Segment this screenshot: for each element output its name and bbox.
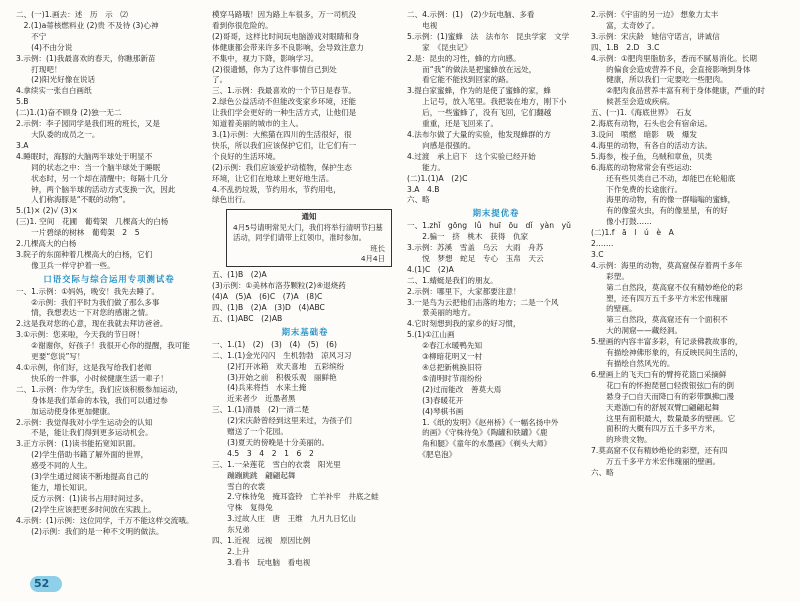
- answer-line: 3.A 4.B: [407, 184, 440, 194]
- col4-section-six: 六、略: [591, 468, 614, 478]
- answer-line: 一、1.zhǐ gōng lǚ huī ōu dǐ yàn yǔ: [407, 221, 571, 231]
- answer-line: 2.上升: [212, 547, 250, 556]
- answer-line: 花□有的怀抱琵琶□轻拨银弦□有的倒: [591, 380, 735, 390]
- page-number-badge: [30, 576, 70, 594]
- answer-line: 2.示例：李子园同学是我们班的班长，又是: [16, 119, 160, 129]
- answer-line: 家 《昆虫记》: [407, 42, 472, 52]
- answer-line: 4.示例：(1)示例：这位同学，千万不能这样交流哦。: [16, 515, 194, 525]
- answer-line: 3.看书 玩电脑 看电视: [212, 557, 311, 567]
- answer-line: (2)学生借助书籍了解外面的世界，: [16, 450, 149, 460]
- answer-line: (2)阳光好像在说话: [16, 75, 96, 85]
- answer-line: 钟，两个脑半球的活动方式变换一次，因此: [16, 184, 176, 194]
- answer-line: 4.拿续实一张自白画纸: [16, 86, 92, 96]
- answer-line: 不宁: [16, 31, 47, 41]
- answer-line: 四、(1)B (2)A (3)D (4)ABC: [212, 303, 325, 313]
- answer-line: 3.示例：苏溪 雪盖 乌云 大雨 舟苏: [407, 243, 544, 253]
- answer-line: 2.绿色公益活动不但能改变家乡环境，还能: [212, 97, 356, 107]
- answer-line: (二)1.(1)奋不顾身 (2)独一无二: [16, 108, 122, 118]
- col2-answers: [212, 10, 398, 206]
- page-number: 52: [34, 577, 50, 590]
- answer-line: 2.骗一 挤 桃木 获得 仇家: [407, 232, 529, 242]
- answer-line: (三)1. 空间 花圃 葡萄架 几棵高大的白杨: [16, 217, 169, 227]
- answer-line: 环境，让它们在地球上更好地生活。: [212, 173, 334, 183]
- answer-line: 4.(1)C (2)A: [407, 264, 454, 274]
- answer-line: 4.过渡 承上启下 这个实验已经开始: [407, 151, 536, 161]
- answer-line: 第三自然段，莫高窟还有一个面积不: [591, 315, 728, 325]
- answer-line: 海里的动物，有的像一群嗡嗡的蜜蜂，: [591, 195, 736, 205]
- answer-line: 让我们学会更好的一种生活方式，让他们是: [212, 108, 357, 118]
- answer-line: 二、4.示例：(1) (2)少玩电脑、多看: [407, 10, 535, 19]
- answer-line: 第二自然段，莫高窟不仅有精妙绝伦的彩: [591, 282, 743, 292]
- answer-line: 不集中，视力下降，影响学习。: [212, 53, 319, 63]
- section-title-oral-communication: 口语交际与综合运用专项测试卷: [43, 273, 175, 284]
- answer-line: 景美丽的地方。: [407, 308, 476, 318]
- answer-line: 3.正方示例：(1)读书能拓宽知识面。: [16, 439, 141, 449]
- answer-line: 2.示例：我觉得我对小学生运动会的认知: [16, 417, 153, 427]
- answer-line: 近来者少 近墨者黑: [212, 394, 296, 404]
- answer-line: 有描绘神佛形象的，有反映民间生活的，: [591, 348, 743, 358]
- answer-line: 5.(1)①江山画: [407, 330, 455, 340]
- answer-line: 塑，还有四万五千多平方米宏伟瑰丽: [591, 293, 728, 303]
- answer-line: 3.(1)示例：大熊猫在四川的生活很好，很: [212, 129, 352, 139]
- answer-line: 感受不同的人生。: [16, 461, 92, 471]
- answer-line: 二、1.蜻蜓是我们的朋友。: [407, 275, 498, 285]
- answer-line: 4.示例：①肥肉里脂肪多，香而不腻易消化。长期: [591, 53, 757, 63]
- answer-line: 4.它时刻想到我的家乡的好习惯，: [407, 319, 521, 329]
- notice-sign: 班长: [370, 243, 385, 253]
- answer-line: 有描绘自然风光的。: [591, 359, 675, 368]
- answer-line: (4)琴棋书画: [407, 406, 464, 416]
- answer-line: ③柳暗花明又一村: [407, 352, 483, 362]
- answer-line: 人们称海豚是“不眠的动物”。: [16, 195, 131, 205]
- col1-oral-answers: [16, 287, 202, 538]
- answer-line: 五、(一)1.《海底世界》 石友: [591, 108, 692, 118]
- answer-line: 快乐的一件事，小时候健康生活一辈子！: [16, 373, 168, 383]
- answer-line: 更要“您说”写！: [16, 352, 85, 362]
- answer-line: 悦 梦想 蛇足 专心 玉帛 天云: [407, 253, 544, 263]
- answer-line: 候甚至会造成疾病。: [591, 97, 675, 107]
- answer-line: 《肥皂泡》: [407, 450, 457, 460]
- answer-line: 面积的大概有四万五千多平方米，: [591, 424, 721, 434]
- answer-line: 5.海参，梭子鱼，乌贼和章鱼，贝类: [591, 151, 713, 161]
- answer-line: ④总把新桃换旧符: [407, 363, 483, 372]
- answer-line: 3.一是鸟为云把他们击落的地方；二是一个风: [407, 297, 559, 307]
- answer-line: 2.几棵高大的白杨: [16, 239, 77, 249]
- answer-line: 3.示例：(1)我最喜欢的春天，你瞧那新苗: [16, 53, 156, 63]
- answer-line: (3)春暖花开: [407, 395, 464, 405]
- answer-line: 反方示例：(1)读书占用时间过多。: [16, 493, 149, 503]
- answer-line: 3.院子的东面种着几棵高大的白杨，它们: [16, 249, 153, 259]
- answer-line: 还有些贝类自己不动，却能巴在轮船底: [591, 173, 736, 183]
- answer-line: 万五千多平方米宏伟瑰丽的壁画。: [591, 457, 721, 467]
- answer-line: 雪白的衣裳: [212, 481, 266, 491]
- answer-line: 后，一些蜜蜂了，没有飞回，它们翻越: [407, 108, 552, 118]
- section-title-final-basic: 期末基础卷: [281, 326, 329, 337]
- answer-line: 3.C: [591, 249, 604, 259]
- answer-line: 6.壁画上的飞天□有的臂挎花篮□采摘鲜: [591, 369, 727, 379]
- notice-title: 通知: [301, 212, 317, 222]
- answer-line: 四、1.近视 远视 原因比例: [212, 536, 311, 546]
- answer-line: (4)兵来将挡 水来土掩: [212, 383, 307, 393]
- answer-line: 的画》《守株待兔》《陶罐和铁罐》《鹿: [407, 428, 548, 438]
- answer-line: 加运动使身体更加健康。: [16, 406, 115, 416]
- answer-line: 2.(1)a蒂核燃料业 (2)贵 不及待 (3)心神: [16, 20, 159, 30]
- answer-line: 3.示例：宋庆龄 她信守诺言，讲诚信: [591, 31, 720, 41]
- answer-line: (2)过而能改 善莫大焉: [407, 384, 502, 394]
- column-1: [16, 10, 202, 538]
- answer-line: (二)1.(1)A (2)C: [407, 173, 468, 183]
- column-3: [407, 10, 585, 461]
- answer-line: 个良好的生活环境。: [212, 151, 281, 161]
- answer-line: 像小打鼓……: [591, 217, 652, 227]
- answer-line: (3)开始之前 积极乐观 丽鲜艳: [212, 372, 337, 382]
- column-4: [591, 10, 791, 479]
- col4-answers: [591, 10, 791, 468]
- answer-line: 而“我”的做法是把蜜蜂放在远处，: [407, 64, 537, 74]
- answer-line: 1.《纸的发明》《赵州桥》《一幅名扬中外: [407, 417, 559, 427]
- answer-line: 上记号，放入笔里。我把装在地方，刚下小: [407, 97, 567, 107]
- answer-line: 彩塑。: [591, 271, 629, 281]
- answer-line: 大的洞窟——藏经洞。: [591, 326, 683, 336]
- answer-line: 3.提白家蜜蜂，作为的是使了蜜蜂的家，蜂: [407, 86, 551, 96]
- answer-line: 4.①示例，你们好，这是我写给我们老师: [16, 363, 152, 372]
- answer-line: (二)1.f ā l ú è A: [591, 228, 674, 238]
- answer-line: 3.过故人庄 唐 王维 九月九日忆山: [212, 514, 356, 524]
- answer-line: 6.海底的动物常常会有些运动:: [591, 162, 692, 172]
- answer-line: (2)宋庆龄曾经到这里来过，为孩子们: [212, 416, 352, 426]
- answer-line: 守株 复得兔: [212, 503, 273, 513]
- answer-line: (3)学生通过阅读不断地提高自己的: [16, 472, 149, 482]
- answer-line: 模穿马路哦！因为路上车很多，万一司机没: [212, 10, 357, 19]
- answer-line: 5.(1)× (2)√ (3)×: [16, 206, 78, 216]
- answer-line: (2)示例：我们应该爱护动植物，保护生态: [212, 162, 352, 172]
- answer-line: 看它能不能找到回家的路。: [407, 75, 514, 85]
- answer-line: (2)学生应该把更多时间放在实践上。: [16, 504, 156, 514]
- answer-line: 2.……: [591, 239, 614, 249]
- answer-line: 像卫兵一样守护着一些。: [16, 260, 115, 270]
- answer-line: 重重，还是飞回来了。: [407, 119, 499, 129]
- answer-line: 4.海里的动物，有各自的活动方法。: [591, 140, 713, 150]
- answer-line: 2.是：昆虫的习性，蜂的方向感。: [407, 53, 521, 63]
- answer-line: 这里有面积最大，数量最多的壁画。它: [591, 413, 736, 423]
- section-title-final-advanced: 期末提优卷: [472, 208, 520, 219]
- answer-line: 二、1.(1)金光闪闪 生机勃勃 凉风习习: [212, 350, 352, 360]
- answer-line: 3.设问 喷燃 暗影 吸 爆发: [591, 129, 697, 139]
- answer-line: 不是，能让我们得到更多运动机会。: [16, 428, 153, 438]
- answer-line: 下作免费的长途旅行。: [591, 184, 683, 194]
- answer-line: 同的状态之中：当一个脑半球处于睡眠: [16, 162, 161, 172]
- answer-line: 能力，增长知识。: [16, 482, 92, 492]
- answer-line: 体健康都会带来许多不良影响，会导致注意力: [212, 42, 364, 52]
- answer-line: 知道着美丽的城市的主人。: [212, 119, 304, 129]
- answer-line: 向感是很强的。: [407, 140, 476, 150]
- answer-line: 三、1.(1)清晨 (2)一清二楚: [212, 405, 310, 415]
- answer-line: 4.法布尔做了大量的实验，他发现蜂群的方: [407, 129, 551, 139]
- answer-line: 二、1.示例：作为学生，我们应该积极参加运动，: [16, 384, 183, 394]
- answer-line: 富，太奇妙了。: [591, 20, 660, 30]
- answer-line: (2)很遗憾，你为了这件事情自己到处: [212, 64, 337, 74]
- answer-line: 3.A: [16, 140, 29, 150]
- answer-line: 状态时，另一个却在清醒中；每隔十几分: [16, 173, 168, 183]
- answer-line: 五、(1)B (2)A: [212, 270, 267, 280]
- answer-line: 三、1.一朵莲花 雪白的衣裳 阳光里: [212, 459, 341, 469]
- answer-line: 二、(一)1.画去：述 历 示 ⑵: [16, 10, 128, 19]
- answer-line: 4.示例：海里的动物，莫高窟保存着两千多年: [591, 260, 743, 270]
- answer-line: ②春江水暖鸭先知: [407, 341, 483, 351]
- answer-line: (4)A (5)A (6)C (7)A (8)C: [212, 292, 323, 302]
- answer-line: 能力。: [407, 162, 445, 172]
- answer-line: 身体是我们革命的本钱，我们可以通过参: [16, 395, 168, 405]
- answer-line: 2.这是我对您的心意，现在我就去拜访爸爸。: [16, 319, 168, 329]
- col2-final-basic-answers: [212, 340, 398, 569]
- answer-line: 一、1.示例：①妈妈，晚安！我先去睡了。: [16, 286, 160, 296]
- answer-line: 5.示例：(1)蜜蜂 法 法布尔 昆虫学家 文学: [407, 31, 570, 41]
- answer-line: 3.①示例：您来啦，今天我的节日呀！: [16, 330, 144, 340]
- notice-body: 4月5号请明常见大门，我们将举行清明节扫墓活动，同学们请带上红领巾，准时参加。: [233, 222, 383, 243]
- answer-line: 快乐，所以我们应该保护它们，让它们有一: [212, 140, 357, 150]
- answer-line: 蹦蹦跳跳 翩翩起舞: [212, 470, 296, 480]
- answer-line: 看到你很危险的。: [212, 20, 273, 30]
- answer-line: 4.睡眠时，海豚的大脑两半球处于明显不: [16, 151, 153, 161]
- answer-line: 有的像萤火虫，有的像星星，有的好: [591, 206, 728, 216]
- answer-line: 5.壁画的内容丰富多彩，有记录佛教故事的，: [591, 337, 743, 347]
- answer-line: (2)哥哥，这样比时间玩电脑游戏对眼睛和身: [212, 31, 360, 41]
- col3-answers: [407, 10, 585, 195]
- answer-line: 打现吧！: [16, 64, 62, 74]
- answer-line: ②示例：我们平时为我们做了那么多事: [16, 297, 160, 307]
- answer-line: 了。: [212, 75, 228, 85]
- column-2: [212, 10, 398, 569]
- answer-line: 四、1.B 2.D 3.C: [591, 42, 660, 52]
- answer-line: 的珍贵文物。: [591, 435, 652, 445]
- answer-line: 情，我想表达一下对您的感谢之情。: [16, 308, 153, 318]
- col3-final-advanced-answers: [407, 221, 585, 461]
- answer-line: ②谢谢你，好孩子！我很开心你的提醒，我可能: [16, 341, 190, 351]
- answer-line: 4.5 3 4 2 1 6 2: [212, 448, 314, 458]
- notice-date: 4月4日: [360, 253, 385, 263]
- answer-line: 角和腿》《童年的水墨画》《剃头大师》: [407, 439, 552, 449]
- answer-line: 悬身子□自天而降□有的彩带飘拂□漫: [591, 391, 735, 401]
- answer-line: 大队委的成员之一。: [16, 129, 100, 139]
- answer-line: 4.不乱扔垃圾，节约用水，节约用电，: [212, 184, 341, 194]
- answer-line: 5.B: [16, 97, 29, 107]
- answer-line: 2.海底有动物，石头也会有宿命运。: [591, 119, 713, 129]
- answer-line: 天遨游□有的舒展双臂□翩翩起舞: [591, 402, 720, 412]
- col3-section-six: 六、略: [407, 195, 430, 205]
- answer-line: 的偏食会造成营养不良，会直接影响到身体: [591, 64, 751, 74]
- col2-answers-b: [212, 270, 398, 325]
- answer-line: ⑤清明时节雨纷纷: [407, 373, 483, 383]
- answer-line: 五、(1)ABC (2)AB: [212, 313, 283, 323]
- answer-line: ②肥肉食品营养丰富有利于身体健康，严重的时: [591, 86, 765, 96]
- answer-line: 2.示例：哪里下，大家都要注意！: [407, 286, 521, 296]
- answer-line: 一片碧绿的树林 葡萄架 2 5: [16, 228, 140, 238]
- answer-line: 7.莫高窟不仅有精妙绝伦的彩塑，还有四: [591, 446, 728, 456]
- answer-line: (3)示例：①美林布洛芬颗粒(2)④退烧药: [212, 281, 346, 291]
- answer-line: (3)夏天的傍晚是十分美丽的。: [212, 437, 330, 447]
- answer-line: 电视: [407, 20, 438, 30]
- answer-line: (4)不由分说: [16, 42, 73, 52]
- answer-line: 一、1.(1) (2) (3) (4) (5) (6): [212, 339, 337, 349]
- answer-line: 2.守株待兔 掩耳盗铃 亡羊补牢 井底之蛙: [212, 492, 379, 502]
- answer-line: 绿色出行。: [212, 195, 250, 205]
- answer-line: 的壁画。: [591, 304, 637, 314]
- answer-line: 赠送了一个花园。: [212, 427, 288, 437]
- notice-box: [226, 209, 392, 267]
- answer-line: 2.示例：《宇宙的另一边》 想象力太丰: [591, 10, 719, 19]
- answer-line: 东兄弟: [212, 525, 250, 535]
- answer-line: (2)示例：我们的是一种不文明的做法。: [16, 526, 164, 536]
- answer-line: (2)打开冰箱 欢天喜地 五彩缤纷: [212, 361, 345, 371]
- answer-line: 健康，所以我们一定要吃一些肥肉。: [591, 75, 728, 85]
- answer-line: 三、1.示例：我最喜欢的一个节日是春节。: [212, 86, 356, 96]
- col1-answers: [16, 10, 202, 272]
